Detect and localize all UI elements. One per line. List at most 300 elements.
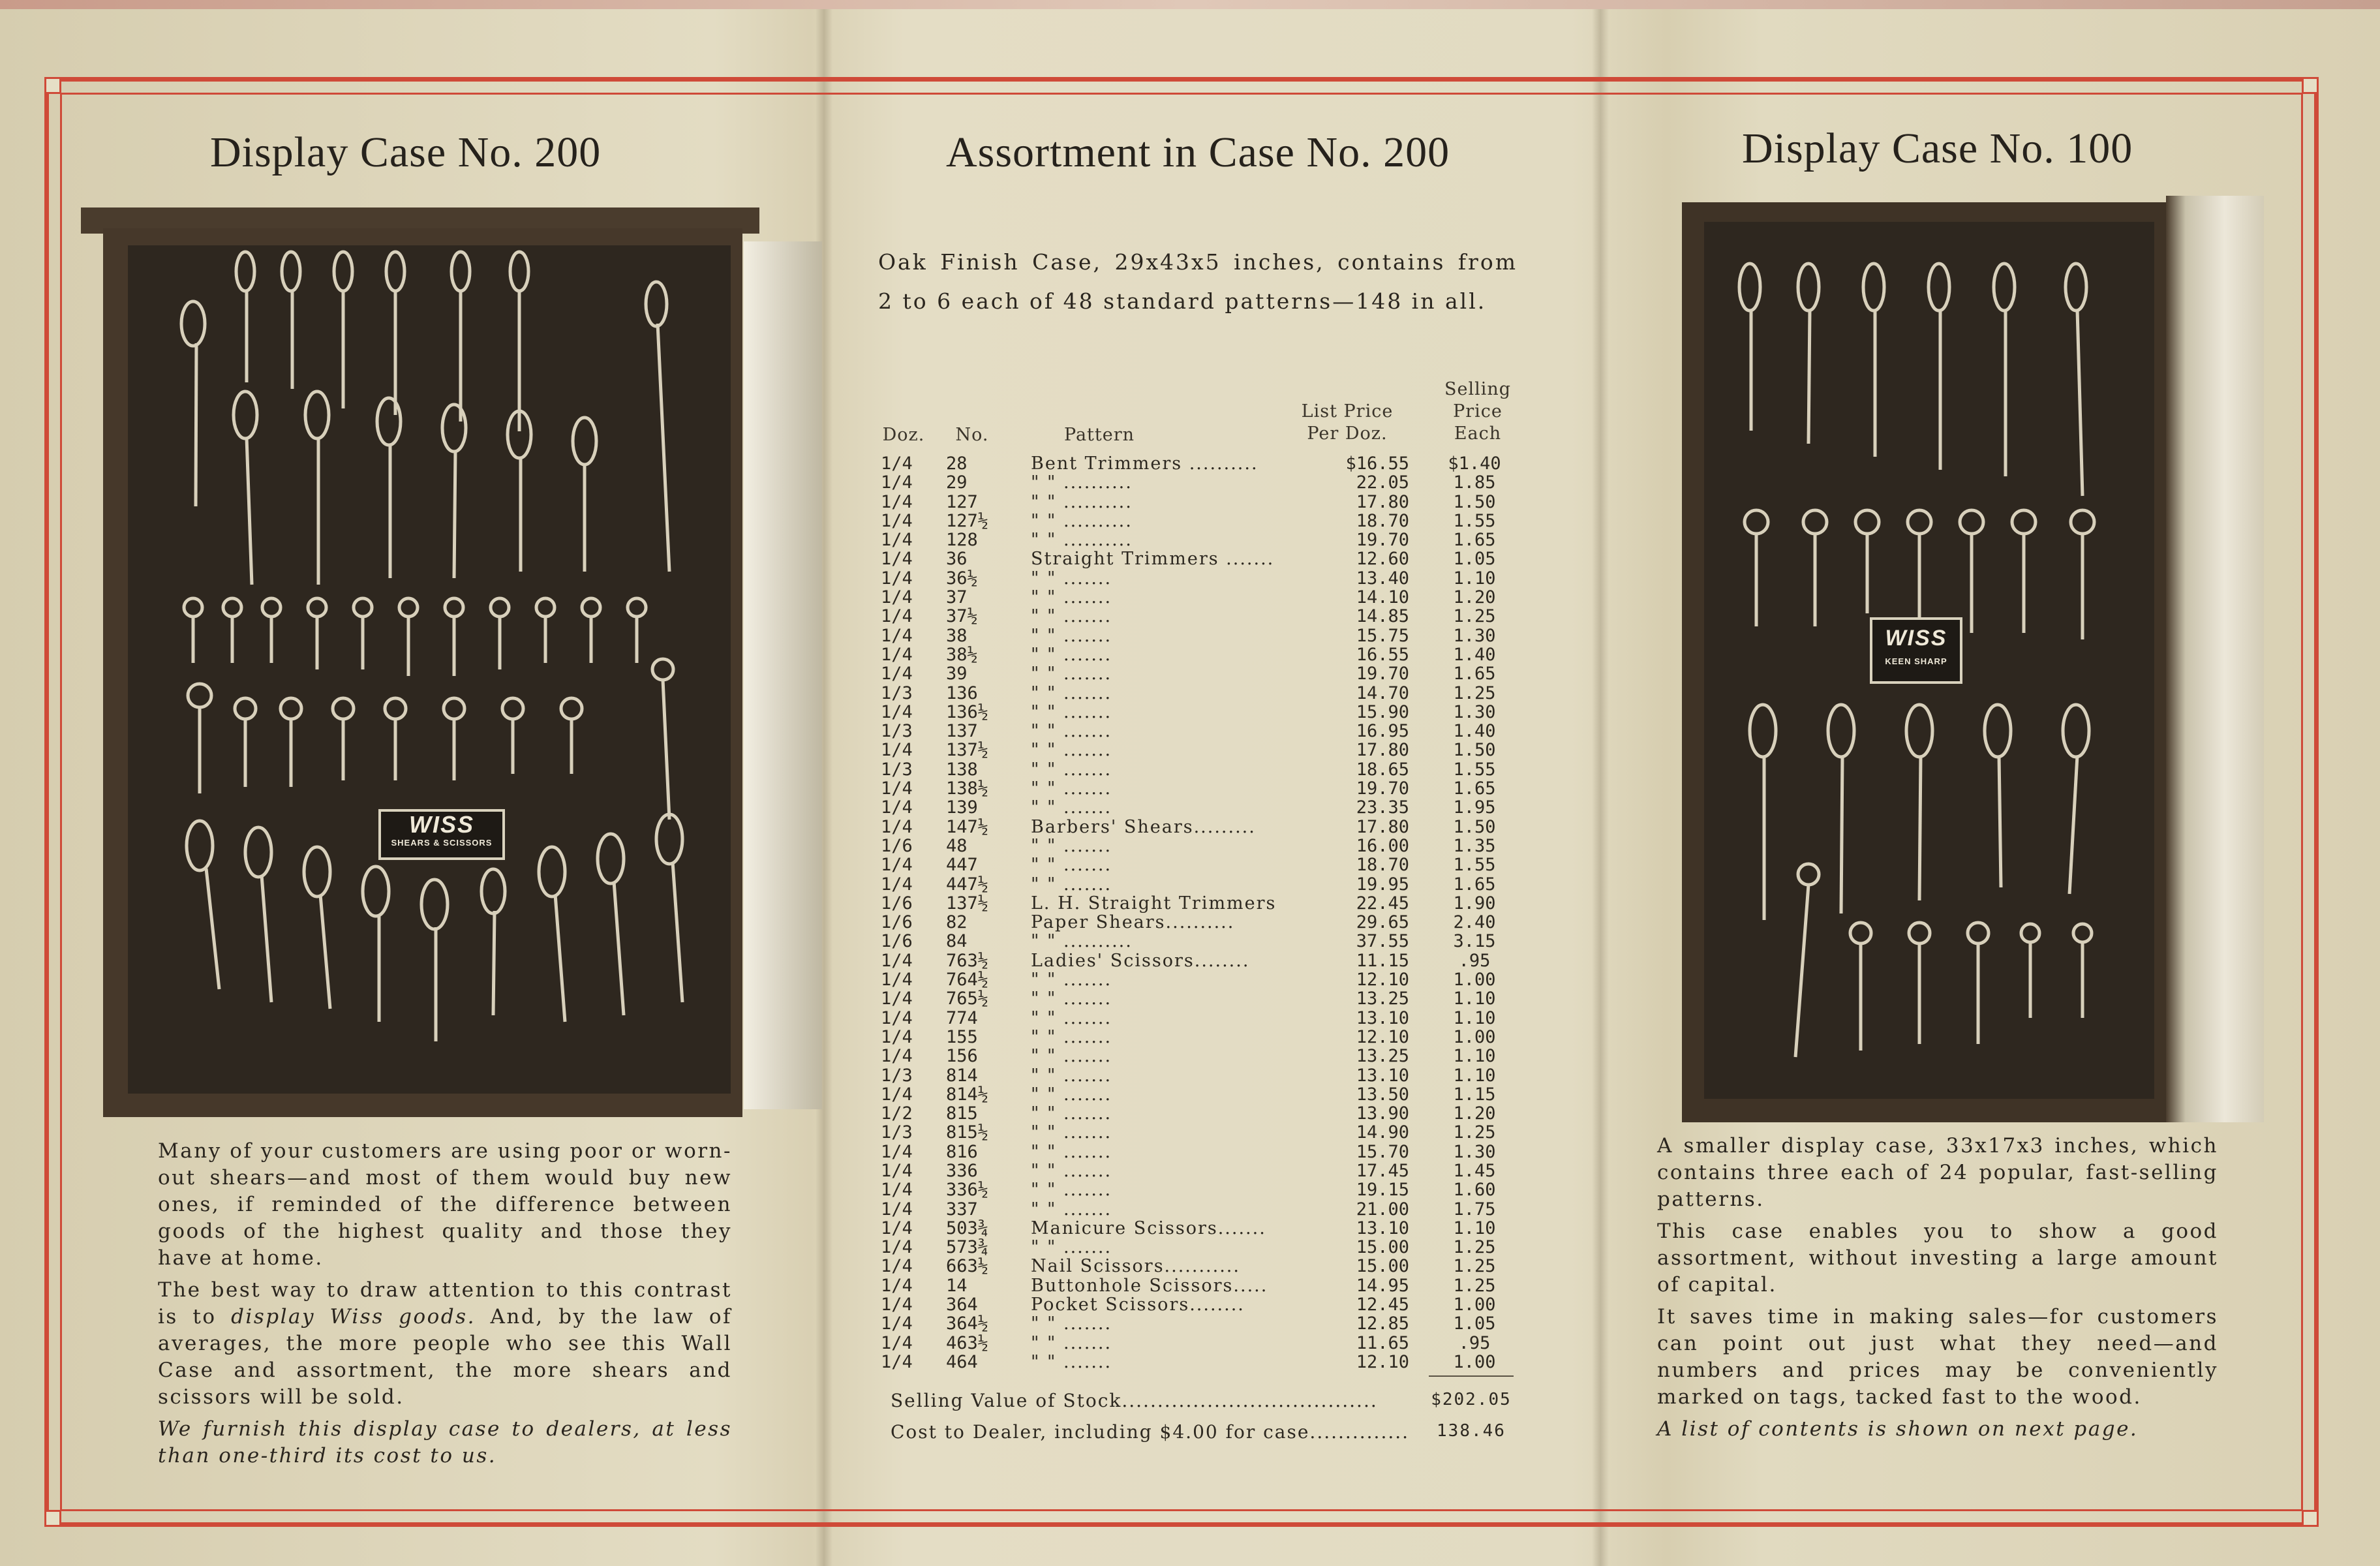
list-price-cell: 14.95 xyxy=(1356,1275,1409,1296)
selling-price-cell: 1.25 xyxy=(1453,1122,1496,1143)
pattern-cell: Nail Scissors........... xyxy=(1031,1256,1240,1277)
price-row xyxy=(881,473,1520,492)
pattern-cell: " " ....... xyxy=(1031,740,1112,761)
pattern-number-cell: 136½ xyxy=(946,701,989,722)
selling-price-cell: 1.55 xyxy=(1453,510,1496,531)
pattern-number-cell: 138½ xyxy=(946,778,989,799)
dealer-cost-row xyxy=(891,1421,1517,1443)
selling-value: $202.05 xyxy=(1431,1390,1512,1409)
pattern-number-cell: 764½ xyxy=(946,970,989,990)
list-price-cell: 13.10 xyxy=(1356,1007,1409,1028)
pattern-cell: Bent Trimmers .......... xyxy=(1031,453,1259,474)
shears-row-1 xyxy=(181,252,669,572)
list-price-cell: 17.80 xyxy=(1356,491,1409,512)
pattern-cell: " " ....... xyxy=(1031,1084,1112,1105)
pattern-number-cell: 82 xyxy=(946,912,968,933)
list-price-cell: 12.10 xyxy=(1356,1026,1409,1047)
selling-price-cell: 1.65 xyxy=(1453,778,1496,799)
right-paragraph-1: A smaller display case, 33x17x3 inches, which contains three each of 24 popular, fast-selling patterns. xyxy=(1657,1134,2218,1211)
selling-price-cell: 1.50 xyxy=(1453,491,1496,512)
doz-cell: 1/6 xyxy=(881,893,913,914)
pattern-cell: " " ....... xyxy=(1031,606,1112,627)
doz-cell: 1/6 xyxy=(881,931,913,952)
list-price-cell: 16.95 xyxy=(1356,721,1409,742)
col-header-pattern: Pattern xyxy=(1063,425,1135,445)
pattern-number-cell: 336½ xyxy=(946,1180,989,1201)
selling-price-cell: 1.25 xyxy=(1453,606,1496,627)
pattern-cell: " " ....... xyxy=(1031,1351,1112,1372)
pattern-number-cell: 156 xyxy=(946,1046,978,1067)
list-price-cell: 11.65 xyxy=(1356,1332,1409,1353)
pattern-number-cell: 38 xyxy=(946,625,968,646)
doz-cell: 1/4 xyxy=(881,1046,913,1067)
pattern-number-cell: 364 xyxy=(946,1295,978,1315)
left-paragraph-1: Many of your customers are using poor or worn-out shears—and most of them would buy new ones, if reminded of the difference between goods of the highest quality and those they have at home. xyxy=(158,1139,732,1270)
doz-cell: 1/4 xyxy=(881,625,913,646)
selling-price-cell: 1.65 xyxy=(1453,664,1496,684)
selling-price-cell: 1.30 xyxy=(1453,625,1496,646)
pattern-number-cell: 815 xyxy=(946,1103,978,1124)
price-row xyxy=(881,493,1520,512)
list-price-cell: 17.80 xyxy=(1356,816,1409,837)
list-price-cell: 18.70 xyxy=(1356,855,1409,876)
col-header-selling-price: Selling Price Each xyxy=(1444,379,1512,444)
selling-price-cell: 1.50 xyxy=(1453,816,1496,837)
assortment-intro: Oak Finish Case, 29x43x5 inches, contains from 2 to 6 each of 48 standard patterns—148 in all. xyxy=(878,249,1518,314)
list-price-cell: 17.45 xyxy=(1356,1160,1409,1181)
price-row xyxy=(881,1085,1520,1104)
pattern-number-cell: 36½ xyxy=(946,568,978,589)
selling-price-cell: 1.00 xyxy=(1453,1295,1496,1315)
corner-ornament xyxy=(44,1510,61,1527)
doz-cell: 1/4 xyxy=(881,855,913,876)
selling-price-cell: 1.20 xyxy=(1453,587,1496,608)
pattern-number-cell: 336 xyxy=(946,1160,978,1181)
selling-price-cell: 1.10 xyxy=(1453,989,1496,1009)
doz-cell: 1/4 xyxy=(881,797,913,818)
top-edge xyxy=(0,0,2380,9)
pattern-number-cell: 39 xyxy=(946,664,968,684)
pattern-number-cell: 128 xyxy=(946,530,978,551)
doz-cell: 1/4 xyxy=(881,1160,913,1181)
list-price-cell: 12.10 xyxy=(1356,1351,1409,1372)
pattern-number-cell: 37½ xyxy=(946,606,978,627)
price-row xyxy=(881,1334,1520,1353)
pattern-cell: " " ....... xyxy=(1031,797,1112,818)
list-price-cell: 13.10 xyxy=(1356,1065,1409,1086)
pattern-number-cell: 36 xyxy=(946,549,968,570)
pattern-cell: " " ....... xyxy=(1031,1122,1112,1143)
pattern-cell: " " ....... xyxy=(1031,1007,1112,1028)
pattern-cell: " " .......... xyxy=(1031,510,1133,531)
pattern-number-cell: 147½ xyxy=(946,816,989,837)
pattern-number-cell: 814½ xyxy=(946,1084,989,1105)
shears-row-2 xyxy=(234,392,596,585)
pattern-cell: " " ....... xyxy=(1031,989,1112,1009)
price-row xyxy=(881,626,1520,645)
selling-price-cell: 1.35 xyxy=(1453,835,1496,856)
price-row xyxy=(881,951,1520,970)
selling-price-cell: 3.15 xyxy=(1453,931,1496,952)
price-row xyxy=(881,1123,1520,1142)
list-price-cell: 22.05 xyxy=(1356,472,1409,493)
pattern-cell: " " ....... xyxy=(1031,1199,1112,1220)
selling-price-cell: 1.65 xyxy=(1453,874,1496,895)
selling-price-cell: $1.40 xyxy=(1448,453,1501,474)
list-price-cell: 13.25 xyxy=(1356,989,1409,1009)
selling-price-cell: 1.25 xyxy=(1453,1237,1496,1258)
pattern-cell: " " .......... xyxy=(1031,491,1133,512)
scissors-row-3 xyxy=(184,598,646,676)
price-row xyxy=(881,1219,1520,1238)
pattern-cell: Pocket Scissors........ xyxy=(1031,1295,1245,1315)
pattern-cell: " " ....... xyxy=(1031,759,1112,780)
doz-cell: 1/4 xyxy=(881,1275,913,1296)
pattern-number-cell: 127 xyxy=(946,491,978,512)
list-price-cell: 16.55 xyxy=(1356,644,1409,665)
pattern-cell: L. H. Straight Trimmers xyxy=(1031,893,1277,914)
left-title: Display Case No. 200 xyxy=(210,129,602,176)
price-row xyxy=(881,760,1520,779)
list-price-cell: 14.90 xyxy=(1356,1122,1409,1143)
selling-price-cell: 1.10 xyxy=(1453,568,1496,589)
selling-price-cell: 1.10 xyxy=(1453,1065,1496,1086)
pattern-number-cell: 337 xyxy=(946,1199,978,1220)
selling-price-cell: 1.10 xyxy=(1453,1046,1496,1067)
list-price-cell: 19.95 xyxy=(1356,874,1409,895)
list-price-cell: 29.65 xyxy=(1356,912,1409,933)
doz-cell: 1/4 xyxy=(881,970,913,990)
doz-cell: 1/4 xyxy=(881,950,913,971)
pattern-cell: Buttonhole Scissors..... xyxy=(1031,1275,1268,1296)
list-price-cell: 13.10 xyxy=(1356,1218,1409,1238)
selling-price-cell: 1.25 xyxy=(1453,683,1496,703)
selling-price-cell: 1.10 xyxy=(1453,1218,1496,1238)
doz-cell: 1/4 xyxy=(881,1295,913,1315)
selling-price-cell: 1.05 xyxy=(1453,549,1496,570)
price-row xyxy=(881,818,1520,837)
price-row xyxy=(881,1276,1520,1295)
pattern-cell: " " ....... xyxy=(1031,835,1112,856)
pattern-number-cell: 463½ xyxy=(946,1332,989,1353)
pattern-cell: " " ....... xyxy=(1031,1103,1112,1124)
list-price-cell: 11.15 xyxy=(1356,950,1409,971)
right-paragraph-3: It saves time in making sales—for customers can point out just what they need—and numbers and prices may be conveniently marked on tags, tacked fast to the wood. xyxy=(1657,1305,2218,1409)
doz-cell: 1/4 xyxy=(881,778,913,799)
doz-cell: 1/4 xyxy=(881,1084,913,1105)
doz-cell: 1/4 xyxy=(881,1007,913,1028)
pattern-number-cell: 464 xyxy=(946,1351,978,1372)
price-row xyxy=(881,798,1520,817)
pattern-number-cell: 137½ xyxy=(946,740,989,761)
price-row xyxy=(881,741,1520,760)
price-row xyxy=(881,530,1520,549)
scissors-illustration xyxy=(128,245,731,1094)
list-price-cell: 14.85 xyxy=(1356,606,1409,627)
list-price-cell: 12.45 xyxy=(1356,1295,1409,1315)
pattern-cell: Paper Shears.......... xyxy=(1031,912,1235,933)
list-price-cell: 17.80 xyxy=(1356,740,1409,761)
selling-price-cell: 1.40 xyxy=(1453,644,1496,665)
pattern-number-cell: 136 xyxy=(946,683,978,703)
pattern-cell: " " ....... xyxy=(1031,1180,1112,1201)
doz-cell: 1/4 xyxy=(881,530,913,551)
list-price-cell: 12.10 xyxy=(1356,970,1409,990)
pattern-cell: " " ....... xyxy=(1031,701,1112,722)
pattern-cell: " " ....... xyxy=(1031,683,1112,703)
selling-price-cell: .95 xyxy=(1458,950,1491,971)
doz-cell: 1/4 xyxy=(881,510,913,531)
price-row xyxy=(881,913,1520,932)
right-paragraph-4: A list of contents is shown on next page. xyxy=(1657,1417,2139,1441)
selling-price-cell: 1.10 xyxy=(1453,1007,1496,1028)
corner-ornament xyxy=(44,77,61,94)
doz-cell: 1/4 xyxy=(881,701,913,722)
left-description xyxy=(158,1138,732,1475)
doz-cell: 1/3 xyxy=(881,1065,913,1086)
pattern-number-cell: 84 xyxy=(946,931,968,952)
doz-cell: 1/6 xyxy=(881,912,913,933)
pattern-number-cell: 14 xyxy=(946,1275,968,1296)
price-row xyxy=(881,645,1520,664)
selling-price-cell: 2.40 xyxy=(1453,912,1496,933)
list-price-cell: 15.90 xyxy=(1356,701,1409,722)
col-header-list-price: List Price Per Doz. xyxy=(1301,401,1394,444)
pattern-number-cell: 814 xyxy=(946,1065,978,1086)
list-price-cell: 23.35 xyxy=(1356,797,1409,818)
selling-price-cell: 1.85 xyxy=(1453,472,1496,493)
list-price-cell: 19.70 xyxy=(1356,530,1409,551)
col-header-doz: Doz. xyxy=(882,425,925,445)
pattern-cell: " " ....... xyxy=(1031,1160,1112,1181)
selling-price-cell: 1.25 xyxy=(1453,1256,1496,1277)
price-row xyxy=(881,569,1520,588)
selling-price-cell: 1.50 xyxy=(1453,740,1496,761)
price-row xyxy=(881,894,1520,913)
pattern-number-cell: 663½ xyxy=(946,1256,989,1277)
price-row xyxy=(881,1066,1520,1085)
pattern-number-cell: 139 xyxy=(946,797,978,818)
shears-row-3 xyxy=(1750,705,2089,920)
pattern-cell: " " ....... xyxy=(1031,1332,1112,1353)
price-row xyxy=(881,664,1520,683)
price-row xyxy=(881,970,1520,989)
pattern-cell: " " ....... xyxy=(1031,1065,1112,1086)
selling-price-cell: 1.65 xyxy=(1453,530,1496,551)
list-price-cell: 15.70 xyxy=(1356,1141,1409,1162)
pattern-number-cell: 37 xyxy=(946,587,968,608)
price-row xyxy=(881,1028,1520,1047)
price-row xyxy=(881,454,1520,473)
price-row xyxy=(881,607,1520,626)
list-price-cell: 13.25 xyxy=(1356,1046,1409,1067)
doz-cell: 1/4 xyxy=(881,664,913,684)
pattern-number-cell: 774 xyxy=(946,1007,978,1028)
doz-cell: 1/4 xyxy=(881,1141,913,1162)
list-price-cell: 22.45 xyxy=(1356,893,1409,914)
right-title: Display Case No. 100 xyxy=(1742,125,2133,172)
pattern-cell: " " ....... xyxy=(1031,778,1112,799)
selling-price-cell: 1.60 xyxy=(1453,1180,1496,1201)
scissors-row-4 xyxy=(188,659,673,820)
price-row xyxy=(881,1314,1520,1333)
doz-cell: 1/4 xyxy=(881,740,913,761)
shears-row-1 xyxy=(1739,264,2086,496)
list-price-cell: 12.85 xyxy=(1356,1313,1409,1334)
doz-cell: 1/3 xyxy=(881,721,913,742)
list-price-cell: 14.70 xyxy=(1356,683,1409,703)
price-table xyxy=(881,454,1520,1372)
pattern-cell: Ladies' Scissors........ xyxy=(1031,950,1250,971)
pattern-cell: " " ....... xyxy=(1031,721,1112,742)
selling-price-cell: 1.05 xyxy=(1453,1313,1496,1334)
selling-price-cell: 1.00 xyxy=(1453,1026,1496,1047)
selling-price-cell: .95 xyxy=(1458,1332,1491,1353)
pattern-cell: " " ....... xyxy=(1031,587,1112,608)
dealer-cost-label: Cost to Dealer, including $4.00 for case.............. xyxy=(891,1421,1410,1443)
price-row xyxy=(881,1295,1520,1314)
price-row xyxy=(881,1009,1520,1028)
doz-cell: 1/4 xyxy=(881,1237,913,1258)
pattern-cell: " " ....... xyxy=(1031,855,1112,876)
doz-cell: 1/4 xyxy=(881,1351,913,1372)
list-price-cell: 13.50 xyxy=(1356,1084,1409,1105)
pattern-cell: Straight Trimmers ....... xyxy=(1031,549,1275,570)
pattern-number-cell: 503¾ xyxy=(946,1218,989,1238)
pattern-number-cell: 155 xyxy=(946,1026,978,1047)
price-row xyxy=(881,1238,1520,1257)
doz-cell: 1/4 xyxy=(881,1180,913,1201)
price-row xyxy=(881,722,1520,741)
doz-cell: 1/4 xyxy=(881,1218,913,1238)
pattern-number-cell: 447½ xyxy=(946,874,989,895)
pattern-cell: " " ....... xyxy=(1031,1026,1112,1047)
price-row xyxy=(881,1180,1520,1199)
pattern-cell: " " .......... xyxy=(1031,931,1133,952)
doz-cell: 1/4 xyxy=(881,491,913,512)
pattern-cell: " " .......... xyxy=(1031,472,1133,493)
left-paragraph-2: The best way to draw attention to this contrast is to display Wiss goods. And, by the law of averages, the more people who see this Wall Case and assortment, the more shears and scissors will be sold. xyxy=(158,1278,733,1409)
doz-cell: 1/4 xyxy=(881,1199,913,1220)
selling-price-cell: 1.55 xyxy=(1453,759,1496,780)
doz-cell: 1/2 xyxy=(881,1103,913,1124)
price-row xyxy=(881,549,1520,568)
pattern-number-cell: 815½ xyxy=(946,1122,989,1143)
selling-price-cell: 1.25 xyxy=(1453,1275,1496,1296)
doz-cell: 1/4 xyxy=(881,1332,913,1353)
pattern-number-cell: 127½ xyxy=(946,510,989,531)
selling-value-label: Selling Value of Stock.................................... xyxy=(891,1390,1378,1411)
doz-cell: 1/4 xyxy=(881,472,913,493)
pattern-cell: " " ....... xyxy=(1031,970,1112,990)
price-row xyxy=(881,1104,1520,1123)
selling-value-row xyxy=(891,1390,1517,1411)
pattern-number-cell: 28 xyxy=(946,453,968,474)
list-price-cell: 18.70 xyxy=(1356,510,1409,531)
list-price-cell: 19.70 xyxy=(1356,664,1409,684)
doz-cell: 1/4 xyxy=(881,606,913,627)
list-price-cell: 15.00 xyxy=(1356,1237,1409,1258)
list-price-cell: 15.00 xyxy=(1356,1256,1409,1277)
pattern-cell: " " ....... xyxy=(1031,625,1112,646)
list-price-cell: 13.40 xyxy=(1356,568,1409,589)
list-price-cell: 21.00 xyxy=(1356,1199,1409,1220)
list-price-cell: 18.65 xyxy=(1356,759,1409,780)
doz-cell: 1/6 xyxy=(881,835,913,856)
corner-ornament xyxy=(2302,1510,2319,1527)
pattern-number-cell: 763½ xyxy=(946,950,989,971)
list-price-cell: 19.70 xyxy=(1356,778,1409,799)
pattern-cell: Barbers' Shears......... xyxy=(1031,816,1256,837)
pattern-cell: Manicure Scissors....... xyxy=(1031,1218,1266,1238)
dealer-cost: 138.46 xyxy=(1437,1421,1506,1441)
doz-cell: 1/4 xyxy=(881,1256,913,1277)
right-description xyxy=(1657,1133,2218,1448)
doz-cell: 1/3 xyxy=(881,683,913,703)
pattern-number-cell: 364½ xyxy=(946,1313,989,1334)
pattern-number-cell: 573¾ xyxy=(946,1237,989,1258)
selling-price-cell: 1.90 xyxy=(1453,893,1496,914)
pattern-cell: " " ....... xyxy=(1031,1237,1112,1258)
doz-cell: 1/3 xyxy=(881,759,913,780)
doz-cell: 1/4 xyxy=(881,568,913,589)
pattern-number-cell: 29 xyxy=(946,472,968,493)
price-row xyxy=(881,1200,1520,1219)
selling-price-cell: 1.30 xyxy=(1453,701,1496,722)
selling-price-cell: 1.00 xyxy=(1453,970,1496,990)
price-row xyxy=(881,1257,1520,1276)
pattern-number-cell: 137½ xyxy=(946,893,989,914)
selling-price-cell: 1.00 xyxy=(1453,1351,1496,1372)
price-row xyxy=(881,1143,1520,1161)
left-paragraph-3: We furnish this display case to dealers, at less than one-third its cost to us. xyxy=(158,1417,732,1467)
list-price-cell: 37.55 xyxy=(1356,931,1409,952)
selling-price-cell: 1.45 xyxy=(1453,1160,1496,1181)
list-price-cell: 12.60 xyxy=(1356,549,1409,570)
price-row xyxy=(881,1353,1520,1372)
wiss-logo-badge: WISS KEEN SHARP xyxy=(1870,617,1962,684)
selling-price-cell: 1.75 xyxy=(1453,1199,1496,1220)
doz-cell: 1/4 xyxy=(881,453,913,474)
pattern-cell: " " ....... xyxy=(1031,1313,1112,1334)
total-rule xyxy=(1429,1375,1514,1377)
price-row xyxy=(881,703,1520,722)
pattern-cell: " " ....... xyxy=(1031,874,1112,895)
pattern-number-cell: 138 xyxy=(946,759,978,780)
pattern-number-cell: 48 xyxy=(946,835,968,856)
doz-cell: 1/4 xyxy=(881,1313,913,1334)
list-price-cell: 14.10 xyxy=(1356,587,1409,608)
selling-price-cell: 1.15 xyxy=(1453,1084,1496,1105)
pattern-number-cell: 38½ xyxy=(946,644,978,665)
doz-cell: 1/4 xyxy=(881,989,913,1009)
pattern-cell: " " ....... xyxy=(1031,644,1112,665)
right-paragraph-2: This case enables you to show a good assortment, without investing a large amount of capital. xyxy=(1657,1220,2218,1297)
col-header-no: No. xyxy=(955,425,989,445)
price-row xyxy=(881,588,1520,607)
price-row xyxy=(881,875,1520,894)
selling-price-cell: 1.30 xyxy=(1453,1141,1496,1162)
price-row xyxy=(881,855,1520,874)
doz-cell: 1/4 xyxy=(881,549,913,570)
selling-price-cell: 1.20 xyxy=(1453,1103,1496,1124)
pattern-cell: " " ....... xyxy=(1031,664,1112,684)
selling-price-cell: 1.40 xyxy=(1453,721,1496,742)
pattern-cell: " " ....... xyxy=(1031,568,1112,589)
doz-cell: 1/4 xyxy=(881,1026,913,1047)
corner-ornament xyxy=(2302,77,2319,94)
doz-cell: 1/3 xyxy=(881,1122,913,1143)
